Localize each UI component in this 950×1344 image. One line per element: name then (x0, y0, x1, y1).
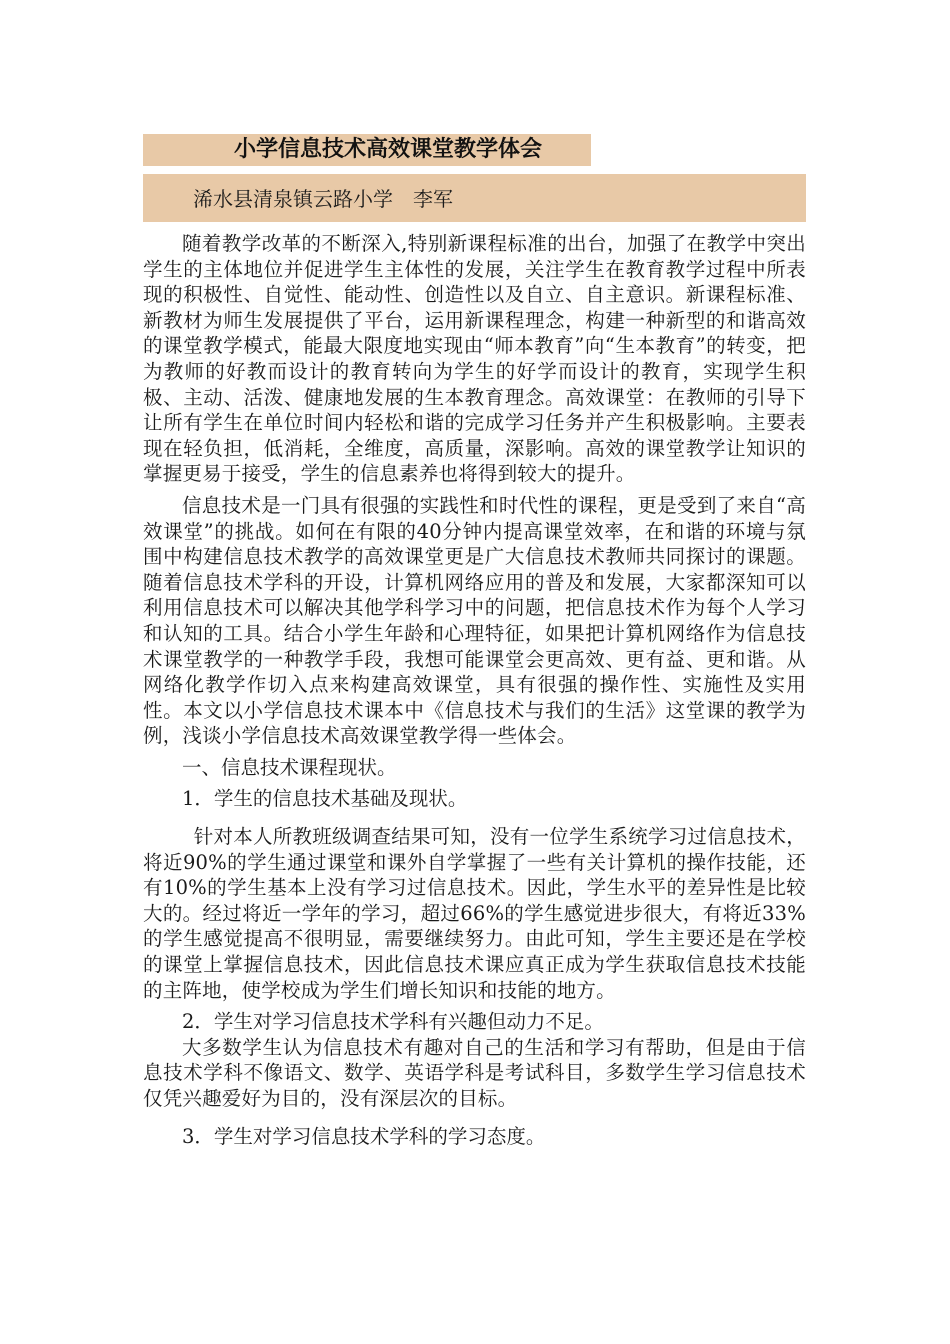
paragraph-intro: 随着教学改革的不断深入,特别新课程标准的出台，加强了在教学中突出学生的主体地位并促进学生主体性的发展，关注学生在教育教学过程中所表现的积极性、自觉性、能动性、创造性以及自立、自主意识。新课程标准、新教材为师生发展提供了平台，运用新课程理念，构建一种新型的和谐高效的课堂教学模式，能最大限度地实现由“师本教育”向“生本教育”的转变，把为教师的好教而设计的教育转向为学生的好学而设计的教育，实现学生积极、主动、活泼、健康地发展的生本教育理念。高效课堂：在教师的引导下让所有学生在单位时间内轻松和谐的完成学习任务并产生积极影响。主要表现在轻负担，低消耗，全维度，高质量，深影响。高效的课堂教学让知识的掌握更易于接受，学生的信息素养也将得到较大的提升。 (143, 232, 806, 486)
document-body (143, 231, 806, 1149)
document-title: 小学信息技术高效课堂教学体会 (234, 137, 543, 162)
section-heading-1: 一、信息技术课程现状。 (182, 755, 397, 779)
item-heading-1: 1．学生的信息技术基础及现状。 (182, 787, 468, 811)
paragraph-challenge: 信息技术是一门具有很强的实践性和时代性的课程，更是受到了来自“高效课堂”的挑战。如何在有限的40分钟内提高课堂效率，在和谐的环境与氛围中构建信息技术教学的高效课堂更是广大信息技术教师共同探讨的课题。随着信息技术学科的开设，计算机网络应用的普及和发展，大家都深知可以利用信息技术可以解决其他学科学习中的问题，把信息技术作为每个人学习和认知的工具。结合小学生年龄和心理特征，如果把计算机网络作为信息技术课堂教学的一种教学手段，我想可能课堂会更高效、更有益、更和谐。从网络化教学作切入点来构建高效课堂，具有很强的操作性、实施性及实用性。本文以小学信息技术课本中《信息技术与我们的生活》这堂课的教学为例，浅谈小学信息技术高效课堂教学得一些体会。 (143, 493, 806, 748)
author-line: 浠水县清泉镇云路小学 李军 (193, 187, 453, 211)
item-heading-2: 2．学生对学习信息技术学科有兴趣但动力不足。 (182, 1010, 604, 1034)
item-heading-3: 3．学生对学习信息技术学科的学习态度。 (182, 1124, 546, 1148)
item-body-1: 针对本人所教班级调查结果可知，没有一位学生系统学习过信息技术，将近90%的学生通过课堂和课外自学掌握了一些有关计算机的操作技能，还有10%的学生基本上没有学习过信息技术。因此，学生水平的差异性是比较大的。经过将近一学年的学习，超过66%的学生感觉进步很大，有将近33%的学生感觉提高不很明显，需要继续努力。由此可知，学生主要还是在学校的课堂上掌握信息技术，因此信息技术课应真正成为学生获取信息技术技能的主阵地，使学校成为学生们增长知识和技能的地方。 (143, 825, 806, 1002)
item-body-2: 大多数学生认为信息技术有趣对自己的生活和学习有帮助，但是由于信息技术学科不像语文、数学、英语学科是考试科目，多数学生学习信息技术仅凭兴趣爱好为目的，没有深层次的目标。 (143, 1035, 806, 1110)
